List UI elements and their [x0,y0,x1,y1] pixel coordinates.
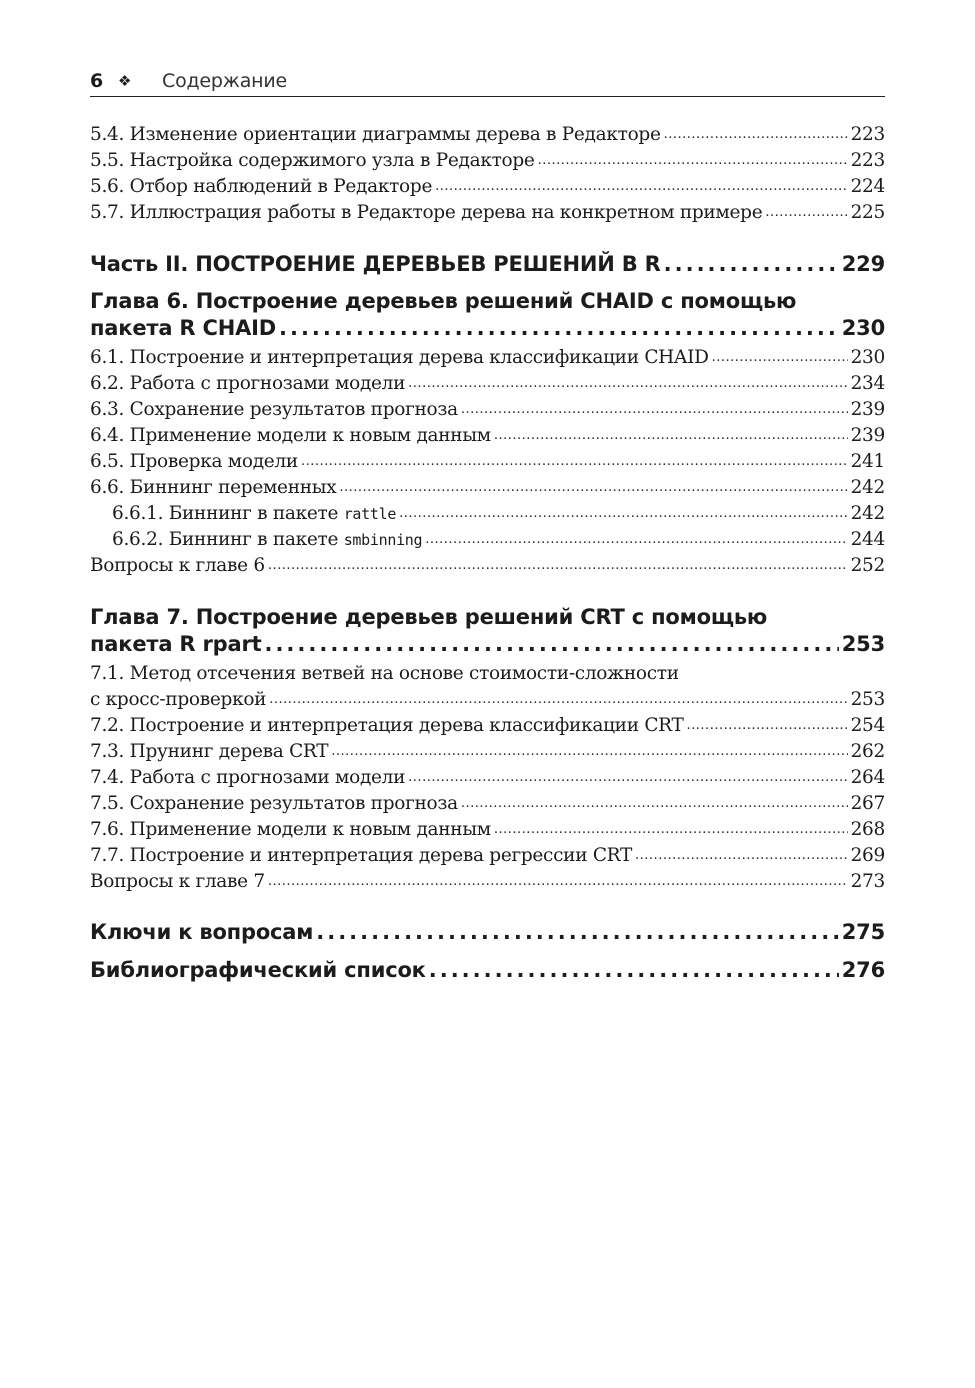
dot-leader [399,499,848,527]
toc-page-number: 276 [841,958,885,982]
toc-entry: 7.5. Сохранение результатов прогноза ..... 267 [90,791,885,817]
dot-leader [664,120,848,148]
toc-page-number: 224 [850,176,885,197]
dot-leader [538,146,848,174]
toc-page-number: 269 [850,845,885,866]
toc-entry: 7.3. Прунинг дерева CRT ..... 262 [90,739,885,765]
toc-subentry: 6.6.2. Биннинг в пакете smbinning ..... 244 [112,527,885,553]
page-number: 6 [90,70,104,92]
dot-leader [635,841,848,869]
toc-section-heading: Ключи к вопросам ..... 275 [90,917,885,947]
toc-entry: 5.6. Отбор наблюдений в Редакторе ..... 224 [90,174,885,200]
diamond-ornament-icon: ❖ [118,72,132,90]
toc-entry: 6.2. Работа с прогнозами модели ..... 234 [90,371,885,397]
toc-entry: 5.7. Иллюстрация работы в Редакторе дерева на конкретном примере ..... 225 [90,200,885,226]
toc-page-number: 253 [850,689,885,710]
toc-entry: Вопросы к главе 7 ..... 273 [90,869,885,895]
dot-leader [269,685,847,713]
dot-leader [316,917,839,947]
dot-leader [264,629,838,659]
running-title: Содержание [162,70,287,92]
toc-page-number: 230 [850,347,885,368]
dot-leader [408,369,847,397]
chapter-6-title-line1: Глава 6. Построение деревьев решений CHAID с помощью [90,289,797,313]
toc-entry: 7.7. Построение и интерпретация дерева регрессии CRT ..... 269 [90,843,885,869]
toc-page-number: 275 [841,920,885,944]
chapter-6-heading: пакета R CHAID ..... 230 [90,313,885,343]
toc-entry: 7.6. Применение модели к новым данным ..... 268 [90,817,885,843]
toc-page-number: 225 [850,202,885,223]
package-name-code: smbinning [343,531,423,549]
dot-leader [268,551,848,579]
toc-page-number: 268 [850,819,885,840]
toc-page-number: 254 [850,715,885,736]
dot-leader [408,763,847,791]
chapter-7-title-line1: Глава 7. Построение деревьев решений CRT с помощью [90,605,768,629]
dot-leader [268,867,848,895]
running-header [90,66,885,97]
toc-page-number: 262 [850,741,885,762]
dot-leader [339,473,847,501]
chapter-7-heading: пакета R rpart ..... 253 [90,629,885,659]
dot-leader [712,343,848,371]
toc-page-number: 253 [841,632,885,656]
toc-page-number: 252 [850,555,885,576]
toc-entry: 6.3. Сохранение результатов прогноза ..... 239 [90,397,885,423]
dot-leader [435,172,847,200]
dot-leader [664,249,839,279]
toc-page-number: 241 [850,451,885,472]
dot-leader [687,711,848,739]
dot-leader [425,525,847,553]
toc-page-number: 230 [841,316,885,340]
toc-entry: с кросс-проверкой ..... 253 [90,687,885,713]
dot-leader [279,313,839,343]
toc-page-number: 234 [850,373,885,394]
toc-page-number: 223 [850,150,885,171]
toc-page-number: 242 [850,477,885,498]
toc-entry: 7.4. Работа с прогнозами модели ..... 264 [90,765,885,791]
toc-page-number: 223 [850,124,885,145]
toc-entry: 6.5. Проверка модели ..... 241 [90,449,885,475]
dot-leader [301,447,848,475]
toc-part-heading: Часть II. ПОСТРОЕНИЕ ДЕРЕВЬЕВ РЕШЕНИЙ В R ..... 229 [90,249,885,279]
toc-page-number: 242 [850,503,885,524]
toc-subentry: 6.6.1. Биннинг в пакете rattle ..... 242 [112,501,885,527]
toc-entry: 7.2. Построение и интерпретация дерева классификации CRT ..... 254 [90,713,885,739]
dot-leader [494,421,848,449]
toc-entry: 5.4. Изменение ориентации диаграммы дерева в Редакторе ..... 223 [90,122,885,148]
dot-leader [461,789,848,817]
toc-section-heading: Библиографический список ..... 276 [90,955,885,985]
toc-entry: 6.1. Построение и интерпретация дерева классификации CHAID ..... 230 [90,345,885,371]
toc-entry: 6.6. Биннинг переменных ..... 242 [90,475,885,501]
toc-entry: 5.5. Настройка содержимого узла в Редакторе ..... 223 [90,148,885,174]
dot-leader [331,737,847,765]
dot-leader [461,395,848,423]
dot-leader [765,198,847,226]
toc-page-number: 239 [850,399,885,420]
toc-page-number: 273 [850,871,885,892]
toc-page-number: 267 [850,793,885,814]
dot-leader [429,955,839,985]
toc-entry: 6.4. Применение модели к новым данным ..... 239 [90,423,885,449]
toc-page-number: 239 [850,425,885,446]
dot-leader [494,815,848,843]
toc-page-number: 264 [850,767,885,788]
package-name-code: rattle [343,505,397,523]
toc-page-number: 229 [841,252,885,276]
toc-entry-line1: 7.1. Метод отсечения ветвей на основе стоимости-сложности [90,663,679,684]
toc-page-number: 244 [850,529,885,550]
toc-entry: Вопросы к главе 6 ..... 252 [90,553,885,579]
